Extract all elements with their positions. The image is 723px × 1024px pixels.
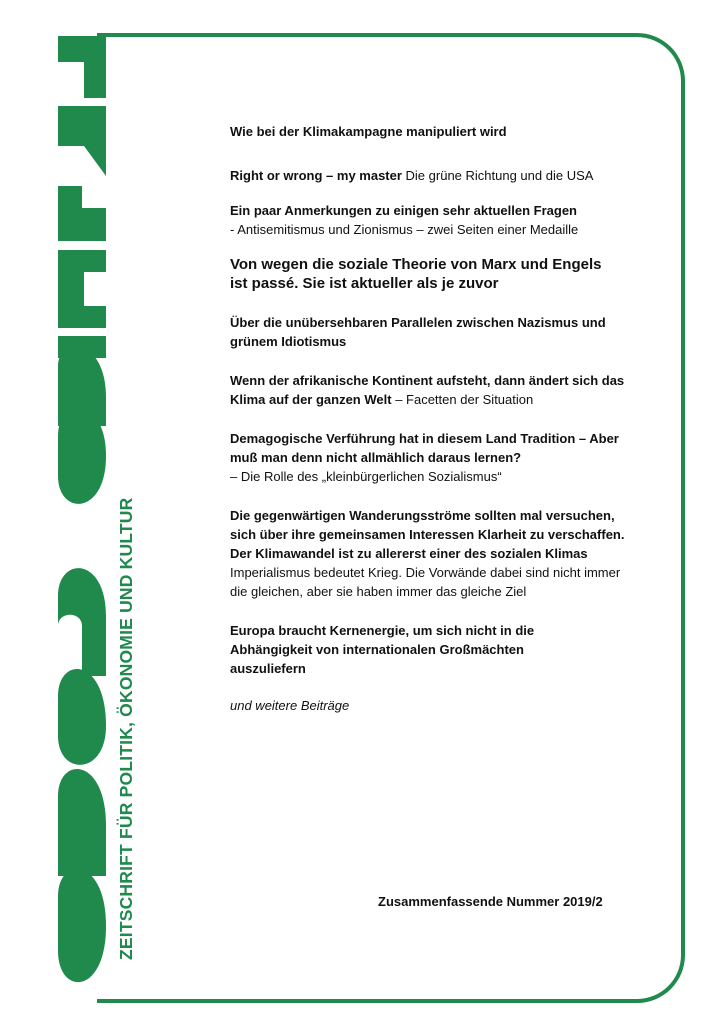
- article-subtitle: – Facetten der Situation: [391, 392, 534, 407]
- article-7: [230, 429, 630, 486]
- table-of-contents: [230, 122, 660, 713]
- issue-number: Zusammenfassende Nummer 2019/2: [378, 894, 603, 909]
- more-articles: und weitere Beiträge: [230, 698, 350, 713]
- article-subtitle: Die grüne Richtung und die USA: [401, 168, 594, 183]
- article-8: [230, 506, 635, 601]
- article-title: Von wegen die soziale Theorie von Marx und Engels ist passé. Sie ist aktueller als je zuvor: [230, 256, 602, 292]
- article-title: Right or wrong – my master: [230, 168, 402, 183]
- article-title: Über die unübersehbaren Parallelen zwischen Nazismus und grünem Idiotismus: [230, 315, 606, 349]
- article-subtitle: - Antisemitismus und Zionismus – zwei Seiten einer Medaille: [230, 222, 579, 237]
- article-title: Ein paar Anmerkungen zu einigen sehr aktuellen Fragen: [230, 203, 577, 218]
- article-title: Wenn der afrikanische Kontinent aufsteht, dann ändert sich das Klima auf der ganzen Welt: [230, 373, 625, 407]
- article-1: [230, 122, 660, 141]
- article-title: Europa braucht Kernenergie, um sich nicht in die Abhängigkeit von internationalen Großmächten auszuliefern: [230, 623, 535, 676]
- neue-einheit-logo: [54, 36, 106, 1001]
- article-subtitle: Imperialismus bedeutet Krieg. Die Vorwände dabei sind nicht immer die gleichen, aber sie haben immer das gleiche Ziel: [230, 565, 621, 599]
- article-subtitle: – Die Rolle des „kleinbürgerlichen Sozialismus“: [230, 469, 502, 484]
- article-title: Demagogische Verführung hat in diesem Land Tradition – Aber muß man denn nicht allmählich daraus lernen?: [230, 431, 619, 465]
- article-title: Die gegenwärtigen Wanderungsströme sollten mal versuchen, sich über ihre gemeinsamen Interessen Klarheit zu verschaffen. Der Klimawandel ist zu allererst einer des sozialen Klimas: [230, 508, 625, 561]
- masthead-subtitle: ZEITSCHRIFT FÜR POLITIK, ÖKONOMIE UND KULTUR: [116, 497, 136, 960]
- article-4: [230, 255, 610, 293]
- article-5: [230, 313, 630, 351]
- article-9: [230, 621, 600, 678]
- article-6: [230, 371, 630, 409]
- article-2: [230, 166, 660, 185]
- article-3: [230, 201, 660, 239]
- article-title: Wie bei der Klimakampagne manipuliert wird: [230, 124, 507, 139]
